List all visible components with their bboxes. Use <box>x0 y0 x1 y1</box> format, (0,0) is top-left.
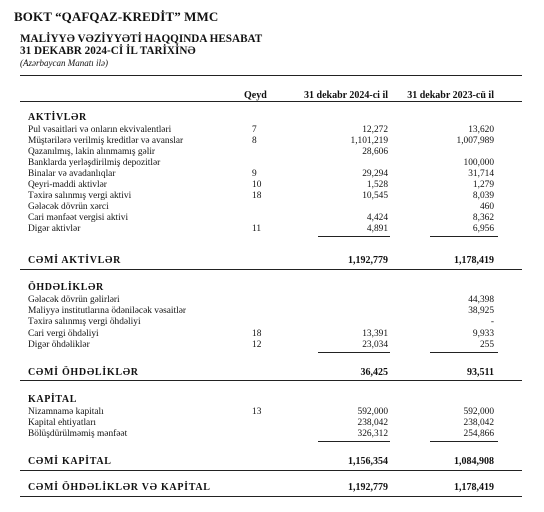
row-label: CƏMİ ÖHDƏLİKLƏR <box>28 367 139 378</box>
row-label: CƏMİ KAPİTAL <box>28 456 112 467</box>
total-row-capital <box>20 457 522 467</box>
value-2023: - <box>490 317 494 327</box>
value-2023: 44,398 <box>468 295 494 305</box>
currency-note: (Azərbaycan Manatı ilə) <box>20 58 108 68</box>
subtotal-rule <box>318 441 390 442</box>
row-label: Təxirə salınmış vergi aktivi <box>28 191 132 201</box>
total-rule <box>20 269 522 270</box>
row-note: 10 <box>252 180 262 190</box>
row-note: 13 <box>252 407 262 417</box>
value-2023: 254,866 <box>463 429 494 439</box>
row-label: Gələcək dövrün gəlirləri <box>28 295 120 305</box>
subtotal-rule <box>318 352 390 353</box>
table-row <box>20 317 522 327</box>
table-row <box>20 191 522 201</box>
value-2024: 36,425 <box>360 367 388 378</box>
value-2024: 12,272 <box>362 125 388 135</box>
table-row <box>20 147 522 157</box>
table-row <box>20 429 522 439</box>
column-header-2023: 31 dekabr 2023-cü il <box>407 90 494 101</box>
value-2024: 1,192,779 <box>348 255 388 266</box>
value-2023: 460 <box>479 202 494 212</box>
row-label: Pul vəsaitləri və onların ekvivalentləri <box>28 125 172 135</box>
value-2024: 1,156,354 <box>348 456 388 467</box>
total-rule <box>20 470 522 471</box>
value-2023: 1,084,908 <box>454 456 494 467</box>
section-heading-capital <box>20 395 522 405</box>
row-label: Nizamnamə kapitalı <box>28 407 104 417</box>
table-row <box>20 213 522 223</box>
table-row <box>20 295 522 305</box>
value-2023: 9,933 <box>472 329 494 339</box>
table-row <box>20 202 522 212</box>
row-label: Banklarda yerləşdirilmiş depozitlər <box>28 158 161 168</box>
table-row <box>20 306 522 316</box>
total-rule <box>20 380 522 381</box>
value-2023: 1,279 <box>472 180 494 190</box>
value-2023: 13,620 <box>468 125 494 135</box>
table-row <box>20 407 522 417</box>
value-2024: 13,391 <box>362 329 388 339</box>
subtotal-rule <box>430 352 498 353</box>
row-label: Digər aktivlər <box>28 224 81 234</box>
row-note: 18 <box>252 329 262 339</box>
value-2023: 38,925 <box>468 306 494 316</box>
value-2024: 238,042 <box>357 418 388 428</box>
row-label: Bölüşdürülməmiş mənfəət <box>28 429 128 439</box>
row-note: 18 <box>252 191 262 201</box>
subtotal-rule <box>430 236 498 237</box>
report-date: 31 DEKABR 2024-Cİ İL TARİXİNƏ <box>20 45 196 57</box>
value-2023: 255 <box>479 340 494 350</box>
header-divider <box>20 75 522 76</box>
value-2023: 1,007,989 <box>456 136 494 146</box>
company-name: BOKT “QAFQAZ-KREDİT” MMC <box>14 9 219 24</box>
row-label: Cari vergi öhdəliyi <box>28 329 99 339</box>
table-row <box>20 180 522 190</box>
table-row <box>20 169 522 179</box>
value-2024: 326,312 <box>357 429 388 439</box>
value-2023: 6,956 <box>472 224 494 234</box>
row-note: 8 <box>252 136 257 146</box>
table-row <box>20 418 522 428</box>
grand-total-row <box>20 483 522 493</box>
value-2023: 238,042 <box>463 418 494 428</box>
value-2024: 28,606 <box>362 147 388 157</box>
section-title: ÖHDƏLİKLƏR <box>28 282 104 293</box>
value-2023: 1,178,419 <box>454 255 494 266</box>
section-heading-assets <box>20 113 522 123</box>
value-2023: 93,511 <box>467 367 494 378</box>
value-2024: 1,528 <box>366 180 388 190</box>
row-note: 11 <box>252 224 262 234</box>
value-2024: 4,424 <box>366 213 388 223</box>
subtotal-rule <box>430 441 498 442</box>
table-row <box>20 125 522 135</box>
value-2024: 592,000 <box>357 407 388 417</box>
column-header-2024: 31 dekabr 2024-ci il <box>304 90 388 101</box>
row-label: Gələcək dövrün xərci <box>28 202 109 212</box>
value-2023: 8,039 <box>472 191 494 201</box>
row-label: Təxirə salınmış vergi öhdəliyi <box>28 317 141 327</box>
table-row <box>20 136 522 146</box>
table-row <box>20 158 522 168</box>
row-note: 9 <box>252 169 257 179</box>
value-2024: 4,891 <box>366 224 388 234</box>
table-row <box>20 329 522 339</box>
row-label: Kapital ehtiyatları <box>28 418 96 428</box>
row-label: Qeyri-maddi aktivlər <box>28 180 107 190</box>
total-row-liabilities <box>20 368 522 378</box>
value-2024: 23,034 <box>362 340 388 350</box>
row-label: Cari mənfəət vergisi aktivi <box>28 213 129 223</box>
section-title: AKTİVLƏR <box>28 112 87 123</box>
row-label: Müştərilərə verilmiş kreditlər və avanslar <box>28 136 184 146</box>
section-heading-liabilities <box>20 283 522 293</box>
value-2023: 8,362 <box>472 213 494 223</box>
row-label: CƏMİ AKTİVLƏR <box>28 255 122 266</box>
section-title: KAPİTAL <box>28 394 78 405</box>
row-note: 7 <box>252 125 257 135</box>
row-label: Binalar və avadanlıqlar <box>28 169 116 179</box>
report-title: MALİYYƏ VƏZİYYƏTİ HAQQINDA HESABAT <box>20 33 263 45</box>
row-label: Maliyyə institutlarına ödəniləcək vəsaitlər <box>28 306 187 316</box>
row-note: 12 <box>252 340 262 350</box>
value-2023: 592,000 <box>463 407 494 417</box>
row-label: CƏMİ ÖHDƏLİKLƏR VƏ KAPİTAL <box>28 482 211 493</box>
grand-total-rule <box>20 496 522 497</box>
subtotal-rule <box>318 236 390 237</box>
value-2024: 1,192,779 <box>348 482 388 493</box>
table-row <box>20 340 522 350</box>
value-2023: 1,178,419 <box>454 482 494 493</box>
column-header-divider <box>20 101 522 102</box>
table-row <box>20 224 522 234</box>
value-2024: 10,545 <box>362 191 388 201</box>
value-2024: 29,294 <box>362 169 388 179</box>
value-2024: 1,101,219 <box>350 136 388 146</box>
column-header-note: Qeyd <box>244 90 267 101</box>
total-row-assets <box>20 256 522 266</box>
value-2023: 100,000 <box>463 158 494 168</box>
value-2023: 31,714 <box>468 169 494 179</box>
row-label: Digər öhdəliklər <box>28 340 90 350</box>
row-label: Qazanılmış, lakin alınmamış gəlir <box>28 147 156 157</box>
